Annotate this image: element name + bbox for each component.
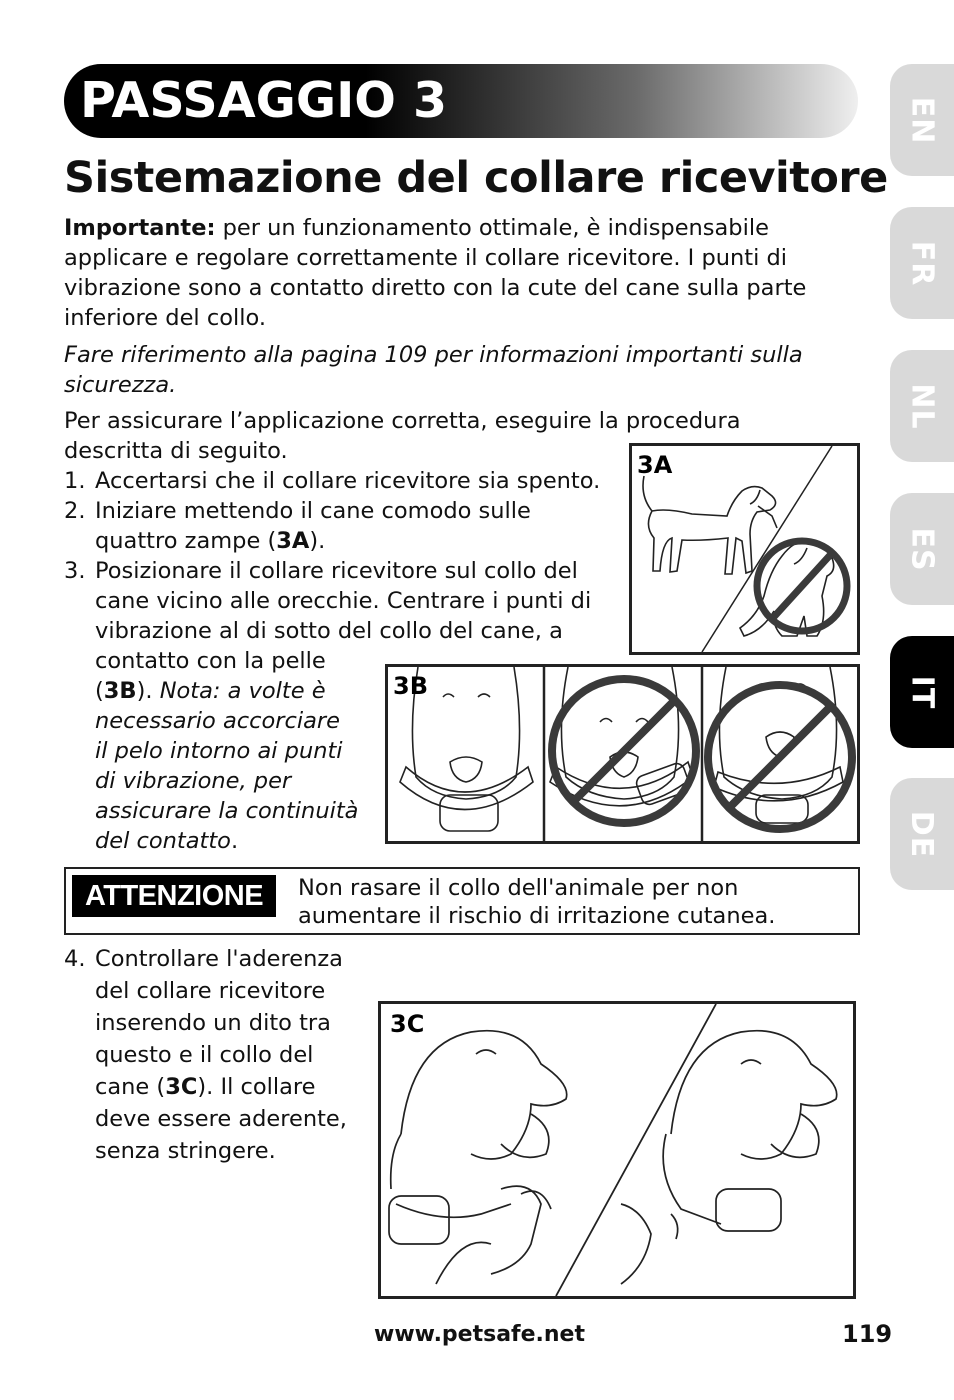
important-line3: vibrazione sono a contatto diretto con la cute del cane sulla parte [64,275,807,301]
step-1-number: 1. [64,468,86,494]
page-number: 119 [842,1320,893,1348]
important-paragraph-line1 [64,213,769,243]
warning-text [298,874,775,930]
step-4-line1: Controllare l'aderenza [95,946,343,972]
important-label: Importante: [64,215,216,241]
important-text: per un funzionamento ottimale, è indispensabile [215,215,769,241]
step-3-line5a: ( [95,678,104,704]
step-4-line5b: ). Il collare [197,1074,316,1100]
important-line2: applicare e regolare correttamente il collare ricevitore. I punti di [64,245,788,271]
step-3-line5b: ). [136,678,160,704]
tab-es-label: ES [904,526,940,572]
safety-reference-line1: Fare riferimento alla pagina 109 per informazioni importanti sulla [64,342,803,368]
tab-nl-label: NL [904,382,940,430]
step-3-line5 [95,676,326,706]
standing-dog-icon [643,476,777,574]
page-subtitle: Sistemazione del collare ricevitore [64,153,888,203]
tab-fr[interactable] [890,207,954,319]
step-3-line4: contatto con la pelle [95,648,326,674]
tab-fr-label: FR [904,240,940,286]
step-4-line4: questo e il collo del [95,1042,314,1068]
step-title: PASSAGGIO 3 [80,72,448,129]
figure-3b-label: 3B [393,672,428,700]
important-line4: inferiore del collo. [64,305,266,331]
step-4-line3: inserendo un dito tra [95,1010,331,1036]
dog-finger-check-left-icon [389,1031,567,1284]
tab-en-label: EN [904,96,940,144]
tab-es[interactable] [890,493,954,605]
warning-label: ATTENZIONE [72,875,276,917]
tab-en[interactable] [890,64,954,176]
step-4-line5a: cane ( [95,1074,166,1100]
step-2-line2a: quattro zampe ( [95,528,277,554]
step-4-line7: senza stringere. [95,1138,276,1164]
tab-de[interactable] [890,778,954,890]
figure-3a-label: 3A [637,451,673,479]
figure-3c [378,1001,856,1299]
step-4-line5 [95,1072,316,1102]
step-3-note6: del contatto [95,828,231,854]
dog-finger-check-right-icon [621,1031,837,1284]
step-3-note-end: . [230,828,239,854]
step-3-note4: di vibrazione, per [95,768,292,794]
step-4-ref: 3C [165,1074,198,1100]
figure-3b-illustration [388,667,857,841]
step-3-note2: necessario accorciare [95,708,341,734]
step-3-ref: 3B [103,678,137,704]
step-3-note3: il pelo intorno ai punti [95,738,343,764]
figure-3c-illustration [381,1004,853,1296]
step-2-ref: 3A [276,528,310,554]
step-3-note6-line [95,826,238,856]
procedure-intro-line2: descritta di seguito. [64,438,288,464]
step-4-line2: del collare ricevitore [95,978,326,1004]
step-2-line2 [95,526,325,556]
tab-it[interactable] [890,636,954,748]
footer-url[interactable]: www.petsafe.net [374,1322,585,1347]
tab-nl[interactable] [890,350,954,462]
step-2-line1: Iniziare mettendo il cane comodo sulle [95,498,531,524]
figure-3c-label: 3C [390,1010,425,1038]
figure-3b [385,664,860,844]
dog-head-incorrect-1-icon [550,667,693,807]
tab-de-label: DE [904,810,940,858]
step-3-number: 3. [64,558,86,584]
warning-line1: Non rasare il collo dell'animale per non [298,875,739,901]
step-3-note1: Nota: a volte è [159,678,326,704]
step-2-line2b: ). [309,528,326,554]
safety-reference-line2: sicurezza. [64,372,177,398]
step-3-note5: assicurare la continuità [95,798,359,824]
step-3-line3: vibrazione al di sotto del collo del cane, a [95,618,563,644]
step-3-line2: cane vicino alle orecchie. Centrare i punti di [95,588,592,614]
warning-line2: aumentare il rischio di irritazione cutanea. [298,903,776,929]
step-4-number: 4. [64,946,86,972]
step-4-line6: deve essere aderente, [95,1106,347,1132]
procedure-intro-line1: Per assicurare l’applicazione corretta, eseguire la procedura [64,408,741,434]
tab-it-label: IT [904,675,940,709]
step-1-text: Accertarsi che il collare ricevitore sia spento. [95,468,601,494]
step-2-number: 2. [64,498,86,524]
step-3-line1: Posizionare il collare ricevitore sul collo del [95,558,578,584]
